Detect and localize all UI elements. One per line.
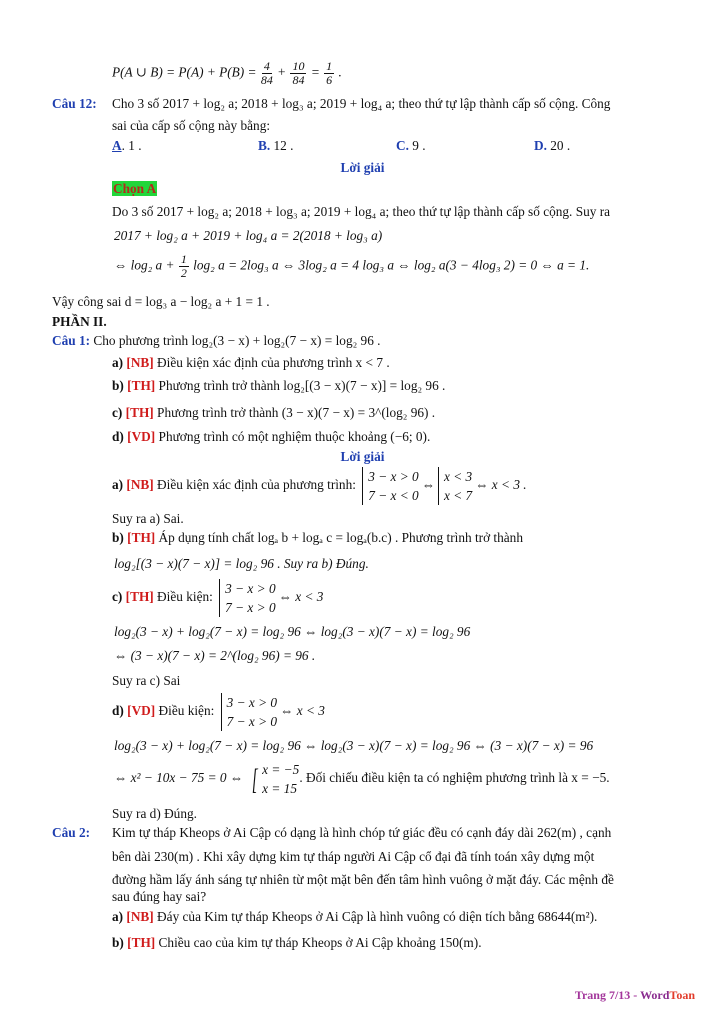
solution-title: Lời giải (340, 160, 385, 175)
solution-b: b) [TH] Áp dụng tính chất logₐ b + logₐ c = logₐ(b.c) . Phương trình trở thành (112, 530, 523, 545)
chosen-answer: Chọn A (113, 181, 157, 196)
question-1: Câu 1: Cho phương trình log₂(3 − x) + log₂(7 − x) = log₂ 96 . (52, 333, 381, 348)
option-a: A. 1 . (112, 138, 142, 153)
solution-c-line: ⇔ (3 − x)(7 − x) = 2^(log₂ 96) = 96 . (114, 648, 316, 663)
solution-d-line: log₂(3 − x) + log₂(7 − x) = log₂ 96 ⇔ log₂(3 − x)(7 − x) = log₂ 96 ⇔ (3 − x)(7 − x) = 96 (114, 738, 594, 753)
statement-b: b) [TH] Phương trình trở thành log₂[(3 − x)(7 − x)] = log₂ 96 . (112, 378, 446, 393)
option-b: B. 12 . (258, 138, 294, 153)
brand-toan: Toan (669, 988, 695, 1002)
question-2-text: bên dài 230(m) . Khi xây dựng kim tự tháp người Ai Cập cổ đại đã tính toán xây dựng một (112, 849, 595, 864)
solution-c-line: log₂(3 − x) + log₂(7 − x) = log₂ 96 ⇔ log₂(3 − x)(7 − x) = log₂ 96 (114, 624, 471, 639)
brand-word: Word (640, 988, 670, 1002)
solution-d-conclusion: Suy ra d) Đúng. (112, 806, 197, 821)
statement-c: c) [TH] Phương trình trở thành (3 − x)(7 − x) = 3^(log₂ 96) . (112, 405, 436, 420)
solution-line: ⇔ log₂ a + $\frac{1}{2}$ log₂ a = 2log₃ a ⇔ 3log₂ a = 4 log₃ a ⇔ log₂ a(3 − 4log₃ 2) = 0 ⇔ a = 1. (114, 252, 590, 280)
conclusion-line: Vậy công sai d = log₃ a − log₂ a + 1 = 1 . (52, 294, 270, 309)
solution-title: Lời giải (340, 449, 385, 464)
page-number: Trang 7/13 - (574, 988, 641, 1002)
question-12-text: Cho 3 số 2017 + log₂ a; 2018 + log₃ a; 2019 + log₄ a; theo thứ tự lập thành cấp số cộng. Công (112, 96, 611, 111)
fraction: $\frac{4}{84}$ (260, 59, 273, 87)
formula-lhs: P(A ∪ B) = P(A) + P(B) = (112, 64, 257, 80)
question-12-text: sai của cấp số cộng này bằng: (112, 118, 271, 133)
solution-c-conclusion: Suy ra c) Sai (112, 673, 181, 688)
statement-a: a) [NB] Điều kiện xác định của phương trình x < 7 . (112, 355, 390, 370)
solution-d-line: ⇔ x² − 10x − 75 = 0 ⇔ [ x = −5 x = 15. Đối chiếu điều kiện ta có nghiệm phương trình là x = −5. (114, 761, 610, 797)
question-2-text: Kim tự tháp Kheops ở Ai Cập có dạng là hình chóp tứ giác đều có cạnh đáy dài 262(m) , cạnh (112, 825, 612, 840)
solution-a: a) [NB] Điều kiện xác định của phương trình: 3 − x > 0 7 − x < 0⇔x < 3 x < 7⇔ x < 3 . (112, 468, 527, 503)
option-c: C. 9 . (396, 138, 426, 153)
question-2-statement-a: a) [NB] Đáy của Kim tự tháp Kheops ở Ai Cập là hình vuông có diện tích bằng 68644(m²). (112, 909, 598, 924)
probability-formula: P(A ∪ B) = P(A) + P(B) = $\frac{4}{84}$ + $\frac{10}{84}$ = $\frac{1}{6}$ . (112, 59, 342, 87)
question-2-statement-b: b) [TH] Chiều cao của kim tự tháp Kheops ở Ai Cập khoảng 150(m). (112, 935, 482, 950)
question-2-text: sau đúng hay sai? (112, 889, 207, 904)
part-title: PHẦN II. (52, 314, 107, 329)
question-2-label: Câu 2: (52, 825, 91, 840)
solution-c: c) [TH] Điều kiện: 3 − x > 0 7 − x > 0⇔ x < 3 (112, 580, 324, 615)
page-footer (575, 988, 695, 1003)
solution-d: d) [VD] Điều kiện: 3 − x > 0 7 − x > 0⇔ x < 3 (112, 694, 325, 729)
option-d: D. 20 . (534, 138, 571, 153)
solution-line: Do 3 số 2017 + log₂ a; 2018 + log₃ a; 2019 + log₄ a; theo thứ tự lập thành cấp số cộng. Suy ra (112, 204, 611, 219)
fraction: $\frac{10}{84}$ (292, 59, 305, 87)
statement-d: d) [VD] Phương trình có một nghiệm thuộc khoảng (−6; 0). (112, 429, 431, 444)
solution-b-line: log₂[(3 − x)(7 − x)] = log₂ 96 . Suy ra b) Đúng. (114, 556, 369, 571)
fraction: $\frac{1}{6}$ (326, 59, 333, 87)
question-12-label: Câu 12: (52, 96, 97, 111)
question-2-text: đường hầm lấy ánh sáng tự nhiên từ một mặt bên đến tâm hình vuông ở mặt đáy. Các mệnh đề (112, 872, 614, 887)
solution-line: 2017 + log₂ a + 2019 + log₄ a = 2(2018 + log₃ a) (114, 228, 383, 243)
solution-a-conclusion: Suy ra a) Sai. (112, 511, 184, 526)
